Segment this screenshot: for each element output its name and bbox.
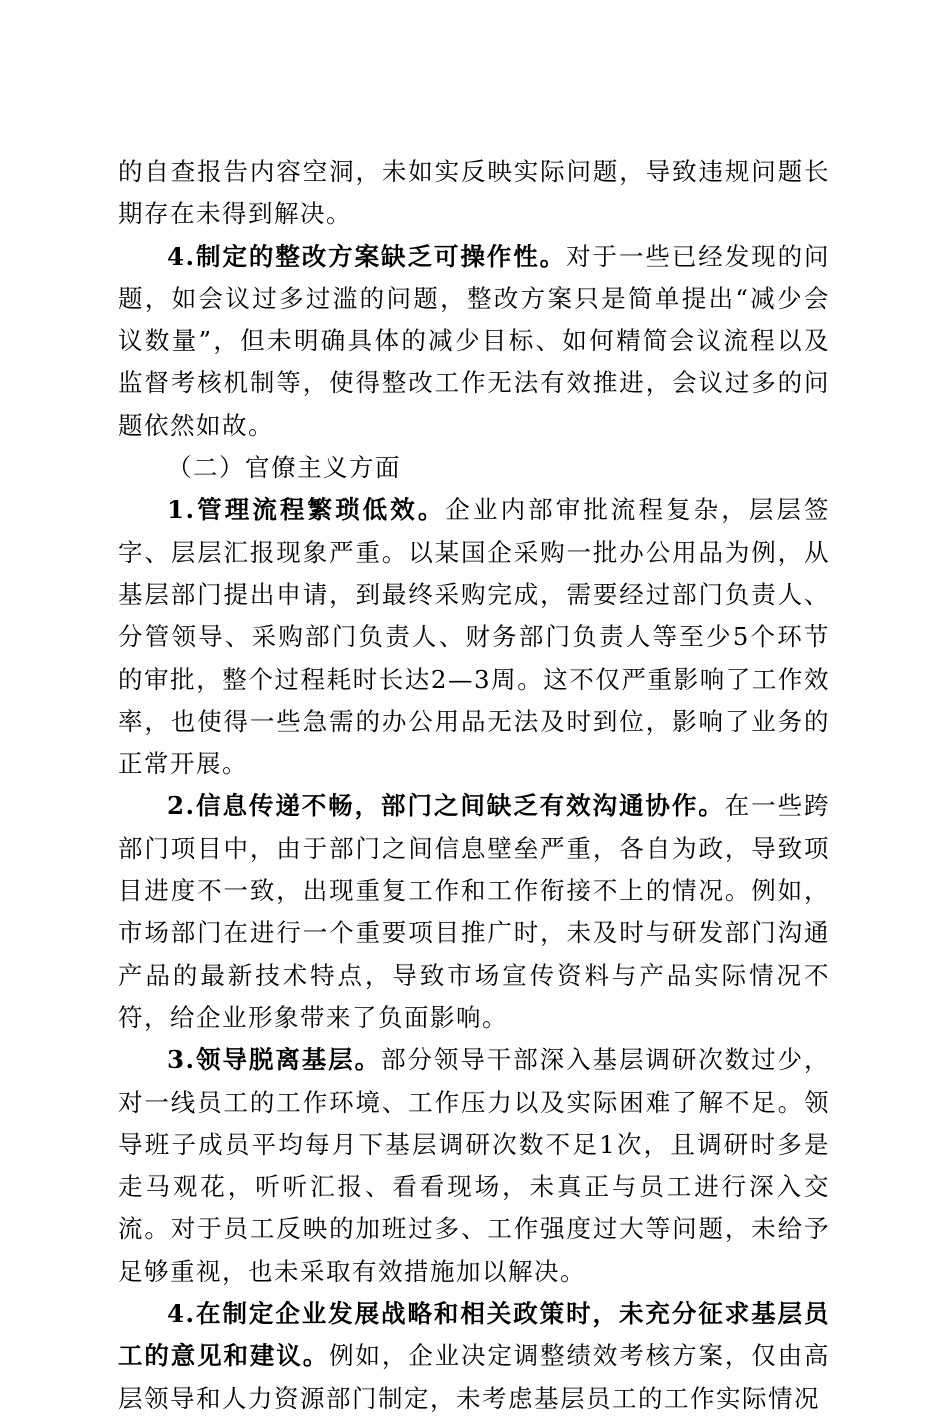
paragraph-text: 在一些跨部门项目中，由于部门之间信息壁垒严重，各自为政，导致项目进度不一致，出现重复工作和工作衔接不上的情况。例如，市场部门在进行一个重要项目推广时，未及时与研发部门沟通产品的最新技术特点，导致市场宣传资料与产品实际情况不符，给企业形象带来了负面影响。	[118, 791, 831, 1032]
paragraph-lead: 4.制定的整改方案缺乏可操作性。	[167, 241, 567, 271]
paragraph-information-flow	[118, 785, 830, 1039]
paragraph-rectification-plan	[118, 236, 830, 447]
section-heading: （二）官僚主义方面	[167, 453, 401, 483]
paragraph-lead: 4.在制定企业发展战略和相关政策时，未充分征求基层员工的意见和建议。	[118, 1299, 830, 1371]
paragraph-leadership	[118, 1039, 830, 1293]
paragraph-text: 对于一些已经发现的问题，如会议过多过滥的问题，整改方案只是简单提出“减少会议数量”，但未明确具体的减少目标、如何精简会议流程以及监督考核机制等，使得整改工作无法有效推进，会议过多的问题依然如故。	[118, 241, 831, 440]
paragraph-text: 企业内部审批流程复杂，层层签字、层层汇报现象严重。以某国企采购一批办公用品为例，从基层部门提出申请，到最终采购完成，需要经过部门负责人、分管领导、采购部门负责人、财务部门负责人等至少5个环节的审批，整个过程耗时长达2—3周。这不仅严重影响了工作效率，也使得一些急需的办公用品无法及时到位，影响了业务的正常开展。	[118, 495, 831, 779]
paragraph-text: 的自查报告内容空洞，未如实反映实际问题，导致违规问题长期存在未得到解决。	[118, 157, 830, 229]
paragraph-text: 部分领导干部深入基层调研次数过少，对一线员工的工作环境、工作压力以及实际困难了解不足。领导班子成员平均每月下基层调研次数不足1次，且调研时多是走马观花，听听汇报、看看现场，未真正与员工进行深入交流。对于员工反映的加班过多、工作强度过大等问题，未给予足够重视，也未采取有效措施加以解决。	[118, 1045, 831, 1286]
paragraph-lead: 2.信息传递不畅，部门之间缺乏有效沟通协作。	[167, 791, 725, 821]
paragraph-lead: 1.管理流程繁琐低效。	[167, 495, 446, 525]
paragraph-text: 例如，企业决定调整绩效考核方案，仅由高层领导和人力资源部门制定，未考虑基层员工的工作实际情况	[118, 1341, 830, 1413]
paragraph-strategy	[118, 1293, 830, 1420]
paragraph-lead: 3.领导脱离基层。	[167, 1045, 382, 1075]
paragraph-management-process	[118, 489, 830, 785]
document-page	[118, 151, 830, 1420]
paragraph-continuation	[118, 151, 830, 236]
